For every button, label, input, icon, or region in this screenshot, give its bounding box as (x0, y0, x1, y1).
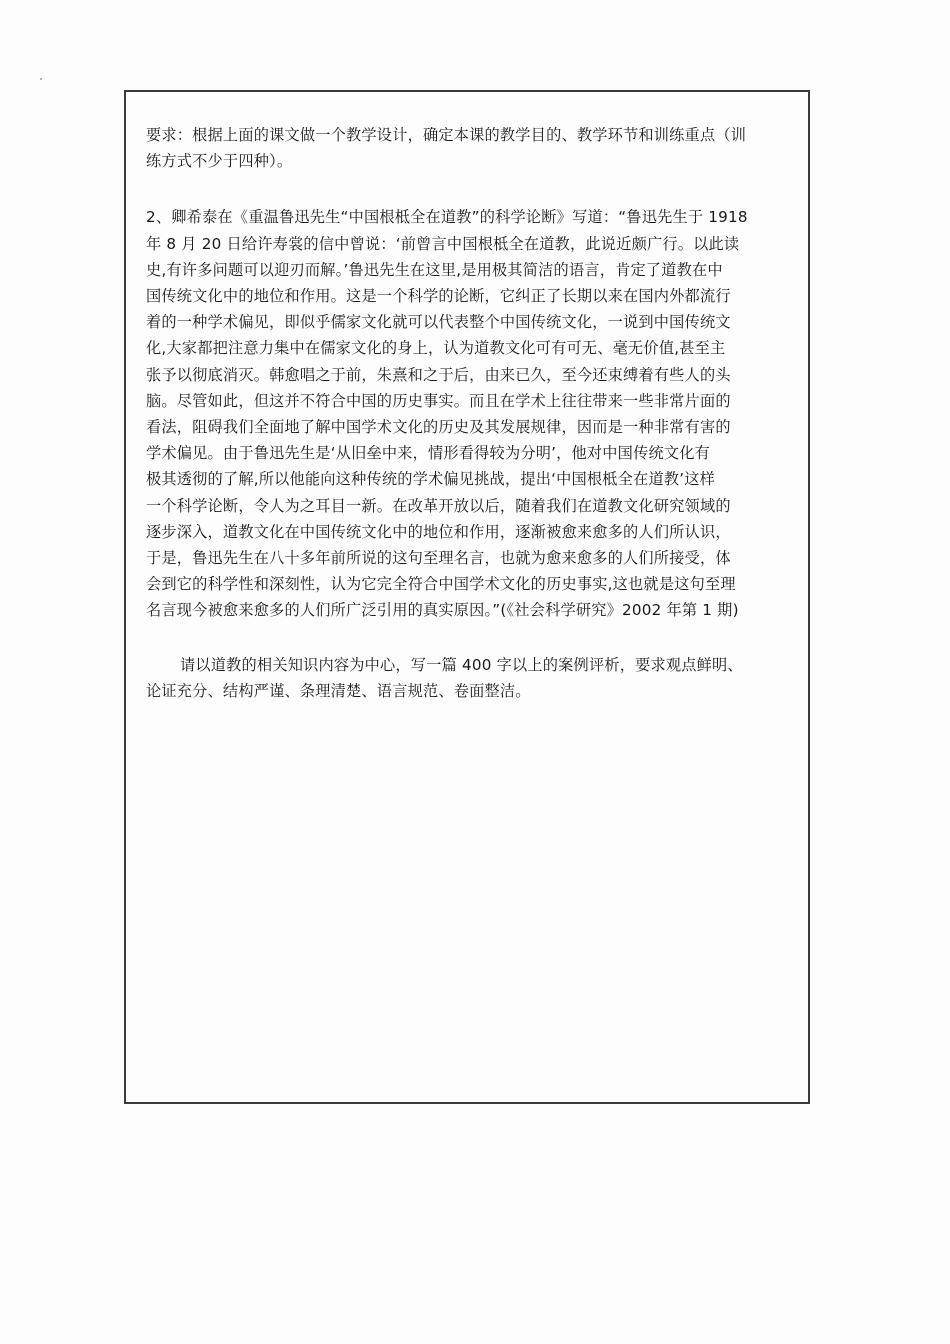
question-2-paragraph (146, 204, 794, 623)
requirement-line: 要求：根据上面的课文做一个教学设计，确定本课的教学目的、教学环节和训练重点（训 (146, 126, 747, 144)
question-2-line: 会到它的科学性和深刻性，认为它完全符合中国学术文化的历史事实,这也就是这句至理 (146, 575, 736, 594)
frame-content (146, 122, 794, 704)
question-2-line: 一个科学论断，令人为之耳目一新。在改革开放以后，随着我们在道教文化研究领域的 (146, 496, 731, 515)
instruction-line: 论证充分、结构严谨、条理清楚、语言规范、卷面整洁。 (146, 681, 531, 700)
requirement-paragraph (146, 122, 794, 174)
question-2-line: 极其透彻的了解,所以他能向这种传统的学术偏见挑战，提出‘中国根柢全在道教’这样 (146, 470, 716, 489)
instruction-line: 请以道教的相关知识内容为中心，写一篇 400 字以上的案例评析，要求观点鲜明、 (180, 655, 743, 674)
question-2-line: 看法，阻碍我们全面地了解中国学术文化的历史及其发展规律，因而是一种非常有害的 (146, 418, 731, 437)
question-2-line: 2、卿希泰在《重温鲁迅先生“中国根柢全在道教”的科学论断》写道：“鲁迅先生于 1918 (146, 208, 748, 227)
question-2-line: 逐步深入，道教文化在中国传统文化中的地位和作用，逐渐被愈来愈多的人们所认识， (146, 522, 731, 541)
scan-speck (40, 78, 42, 80)
question-2-line: 着的一种学术偏见，即似乎儒家文化就可以代表整个中国传统文化，一说到中国传统文 (146, 313, 731, 332)
question-2-line: 年 8 月 20 日给许寿裳的信中曾说：‘前曾言中国根柢全在道教，此说近颇广行。以此读 (146, 234, 740, 253)
question-2-line: 张予以彻底消灭。韩愈唱之于前，朱熹和之于后，由来已久，至今还束缚着有些人的头 (146, 365, 731, 384)
question-2-line: 于是，鲁迅先生在八十多年前所说的这句至理名言，也就为愈来愈多的人们所接受，体 (146, 549, 731, 568)
question-2-line: 史,有许多问题可以迎刃而解。’鲁迅先生在这里,是用极其简洁的语言，肯定了道教在中 (146, 260, 723, 279)
instruction-paragraph (146, 652, 794, 704)
question-2-line: 名言现今被愈来愈多的人们所广泛引用的真实原因。”(《社会科学研究》2002 年第 1 期) (146, 601, 739, 620)
requirement-line: 练方式不少于四种）。 (146, 152, 293, 171)
question-2-line: 脑。尽管如此，但这并不符合中国的历史事实。而且在学术上往往带来一些非常片面的 (146, 391, 731, 410)
question-2-line: 国传统文化中的地位和作用。这是一个科学的论断，它纠正了长期以来在国内外都流行 (146, 287, 731, 306)
question-2-line: 学术偏见。由于鲁迅先生是‘从旧垒中来，情形看得较为分明’，他对中国传统文化有 (146, 444, 711, 463)
answer-frame (124, 90, 810, 1104)
question-2-line: 化,大家都把注意力集中在儒家文化的身上，认为道教文化可有可无、毫无价值,甚至主 (146, 339, 726, 358)
